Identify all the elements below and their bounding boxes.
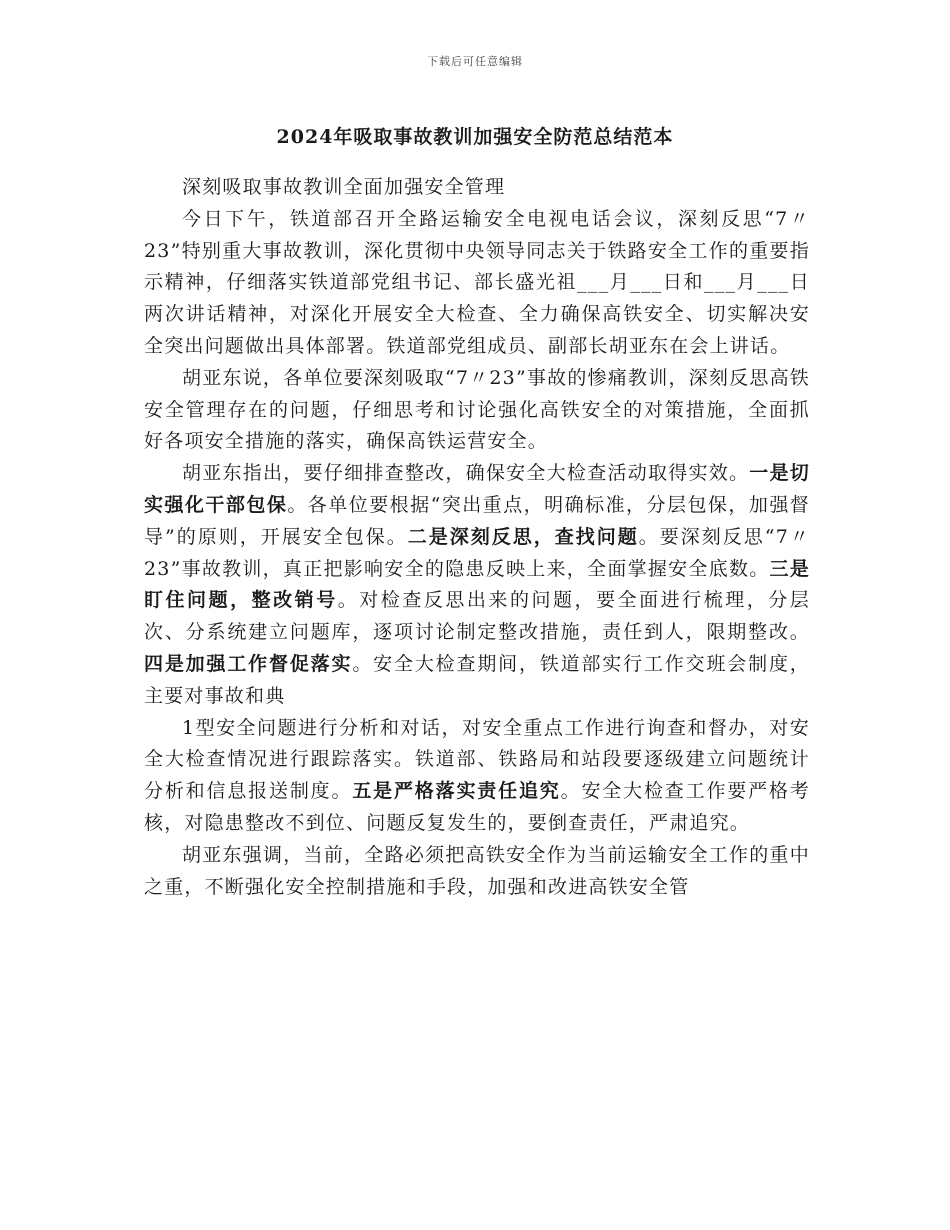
key-point-3: 三是盯住问题，整改销号 [144,557,810,612]
key-point-1: 一是切实强化干部包保 [144,462,810,516]
header-note: 下载后可任意编辑 [427,55,523,68]
document-title: 2024年吸取事故教训加强安全防范总结范本 [276,126,674,148]
paragraph-2: 胡亚东说，各单位要深刻吸取“7〃23”事故的惨痛教训，深刻反思高铁安全管理存在的问题，仔细思考和讨论强化高铁安全的对策措施，全面抓好各项安全措施的落实，确保高铁运营安全。 [144,366,810,453]
paragraph-3-text: 。各单位要根据“突出重点，明确标准，分层包保，加强督导”的原则，开展安全包保。 [144,493,811,548]
paragraph-4 [144,713,810,840]
paragraph-1: 今日下午，铁道部召开全路运输安全电视电话会议，深刻反思“7〃23”特别重大事故教训，深化贯彻中央领导同志关于铁路安全工作的重要指示精神，仔细落实铁道部党组书记、部长盛光祖___月___日和___月___日两次讲话精神，对深化开展安全大检查、全力确保高铁安全、切实解决安全突出问题做出具体部署。铁道部党组成员、副部长胡亚东在会上讲话。 [144,207,810,357]
paragraph-3-text: 胡亚东指出，要仔细排查整改，确保安全大检查活动取得实效。 [182,462,750,485]
key-point-5: 五是严格落实责任追究 [352,780,561,803]
paragraph-3 [144,458,810,712]
paragraph-3-text: 。要深刻反思“7〃23”事故教训，真正把影响安全的隐患反映上来，全面掌握安全底数。 [144,525,810,580]
key-point-2: 二是深刻反思，查找问题 [407,525,639,548]
paragraph-5: 胡亚东强调，当前，全路必须把高铁安全作为当前运输安全工作的重中之重，不断强化安全控制措施和手段，加强和改进高铁安全管 [144,843,810,898]
key-point-4: 四是加强工作督促落实 [144,652,353,675]
paragraph-4-text: 。安全大检查工作要严格考核，对隐患整改不到位、问题反复发生的，要倒查责任，严肃追究。 [144,780,810,834]
subtitle-paragraph: 深刻吸取事故教训全面加强安全管理 [182,176,506,198]
paragraph-3-text: 。对检查反思出来的问题，要全面进行梳理，分层次、分系统建立问题库，逐项讨论制定整改措施，责任到人，限期整改。 [144,589,810,644]
paragraph-3-text: 。安全大检查期间，铁道部实行工作交班会制度，主要对事故和典 [144,652,810,707]
paragraph-4-text: 1型安全问题进行分析和对话，对安全重点工作进行询查和督办，对安全大检查情况进行跟踪落实。铁道部、铁路局和站段要逐级建立问题统计分析和信息报送制度。 [144,716,810,803]
document-body [144,172,810,903]
